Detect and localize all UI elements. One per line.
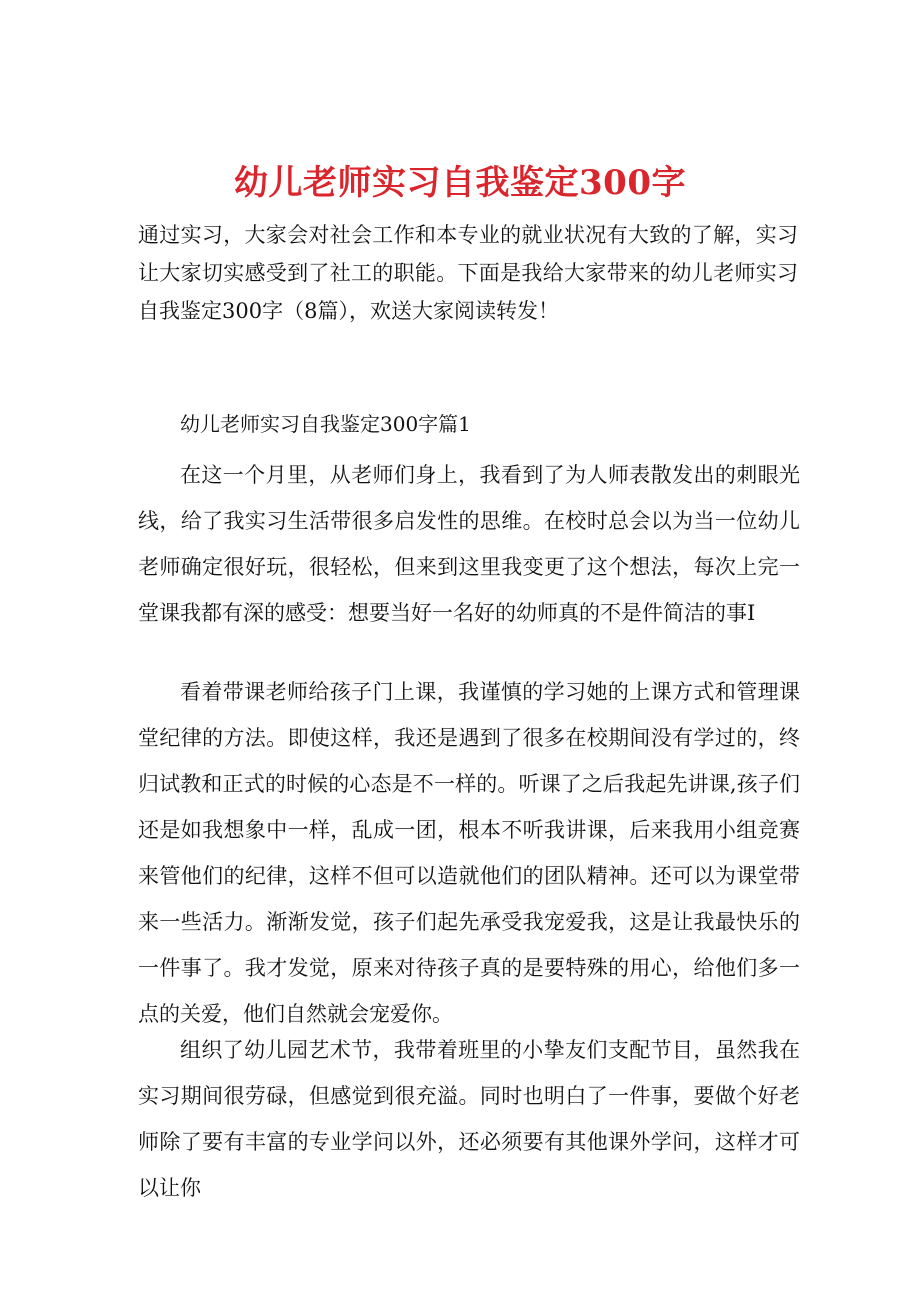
body-paragraph-1: 在这一个月里，从老师们身上，我看到了为人师表散发出的刺眼光线，给了我实习生活带很多启发性的思维。在校时总会以为当一位幼儿老师确定很好玩，很轻松，但来到这里我变更了这个想法，每次上完一堂课我都有深的感受：想要当好一名好的幼师真的不是件简洁的事I <box>138 463 800 625</box>
intro-paragraph: 通过实习，大家会对社会工作和本专业的就业状况有大致的了解，实习让大家切实感受到了社工的职能。下面是我给大家带来的幼儿老师实习自我鉴定300字（8篇），欢送大家阅读转发！ <box>138 223 798 323</box>
section-heading: 幼儿老师实习自我鉴定300字篇1 <box>180 412 471 436</box>
document-title: 幼儿老师实习自我鉴定300字 <box>234 162 686 203</box>
body-paragraph-2: 看着带课老师给孩子门上课，我谨慎的学习她的上课方式和管理课堂纪律的方法。即使这样，我还是遇到了很多在校期间没有学过的，终归试教和正式的时候的心态是不一样的。听课了之后我起先讲课,孩子们还是如我想象中一样，乱成一团，根本不听我讲课，后来我用小组竞赛来管他们的纪律，这样不但可以造就他们的团队精神。还可以为课堂带来一些活力。渐渐发觉，孩子们起先承受我宠爱我，这是让我最快乐的一件事了。我才发觉，原来对待孩子真的是要特殊的用心，给他们多一点的关爱，他们自然就会宠爱你。 <box>138 680 800 1026</box>
body-paragraph-3: 组织了幼儿园艺术节，我带着班里的小挚友们支配节目，虽然我在实习期间很劳碌，但感觉到很充溢。同时也明白了一件事，要做个好老师除了要有丰富的专业学问以外，还必须要有其他课外学问，这样才可以让你 <box>138 1038 800 1200</box>
